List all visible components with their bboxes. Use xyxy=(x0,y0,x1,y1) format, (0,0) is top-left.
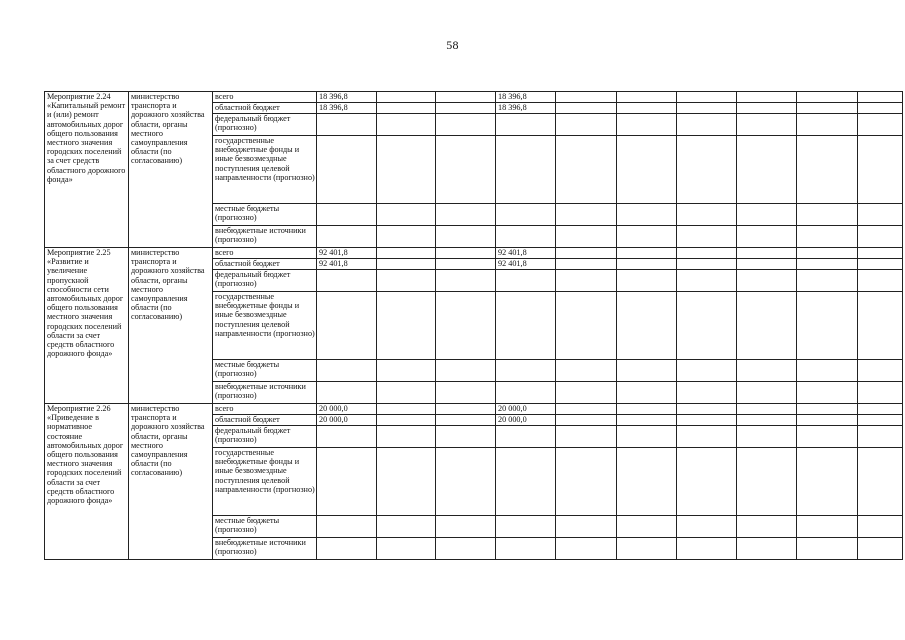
empty-cell xyxy=(617,136,677,204)
empty-cell xyxy=(436,226,496,248)
empty-cell xyxy=(858,226,903,248)
total-amount: 18 396,8 xyxy=(317,92,377,103)
empty-cell xyxy=(677,226,737,248)
empty-cell xyxy=(677,426,737,448)
empty-cell xyxy=(677,404,737,415)
total-amount xyxy=(317,448,377,516)
empty-cell xyxy=(677,360,737,382)
empty-cell xyxy=(556,516,617,538)
empty-cell xyxy=(858,292,903,360)
empty-cell xyxy=(797,404,858,415)
total-amount: 92 401,8 xyxy=(317,259,377,270)
empty-cell xyxy=(436,538,496,560)
empty-cell xyxy=(436,103,496,114)
funding-source: внебюджетные источники (прогнозно) xyxy=(213,538,317,560)
empty-cell xyxy=(377,92,436,103)
empty-cell xyxy=(556,259,617,270)
empty-cell xyxy=(436,248,496,259)
empty-cell xyxy=(377,226,436,248)
measure-name: Мероприятие 2.24 «Капитальный ремонт и (или) ремонт автомобильных дорог общего пользования местного значения городских поселений за счет средств областного дорожного фонда» xyxy=(45,92,129,248)
funding-source: местные бюджеты (прогнозно) xyxy=(213,360,317,382)
empty-cell xyxy=(436,360,496,382)
empty-cell xyxy=(737,248,797,259)
funding-source: федеральный бюджет (прогнозно) xyxy=(213,114,317,136)
measure-executor: министерство транспорта и дорожного хозяйства области, органы местного самоуправления области (по согласованию) xyxy=(129,404,213,560)
empty-cell xyxy=(797,114,858,136)
empty-cell xyxy=(797,248,858,259)
empty-cell xyxy=(677,448,737,516)
year-amount xyxy=(496,204,556,226)
total-amount xyxy=(317,292,377,360)
year-amount: 18 396,8 xyxy=(496,103,556,114)
empty-cell xyxy=(556,226,617,248)
empty-cell xyxy=(377,136,436,204)
empty-cell xyxy=(617,415,677,426)
year-amount xyxy=(496,426,556,448)
total-amount: 92 401,8 xyxy=(317,248,377,259)
empty-cell xyxy=(556,448,617,516)
empty-cell xyxy=(436,448,496,516)
empty-cell xyxy=(617,360,677,382)
empty-cell xyxy=(556,92,617,103)
empty-cell xyxy=(617,426,677,448)
empty-cell xyxy=(436,136,496,204)
empty-cell xyxy=(858,270,903,292)
year-amount xyxy=(496,538,556,560)
funding-source: государственные внебюджетные фонды и иные безвозмездные поступления целевой направленности (прогнозно) xyxy=(213,292,317,360)
empty-cell xyxy=(377,516,436,538)
empty-cell xyxy=(737,114,797,136)
empty-cell xyxy=(556,270,617,292)
empty-cell xyxy=(377,360,436,382)
empty-cell xyxy=(377,426,436,448)
year-amount xyxy=(496,270,556,292)
empty-cell xyxy=(436,259,496,270)
empty-cell xyxy=(377,204,436,226)
empty-cell xyxy=(737,136,797,204)
funding-source: государственные внебюджетные фонды и иные безвозмездные поступления целевой направленности (прогнозно) xyxy=(213,136,317,204)
empty-cell xyxy=(617,292,677,360)
total-amount xyxy=(317,538,377,560)
empty-cell xyxy=(617,448,677,516)
empty-cell xyxy=(677,92,737,103)
empty-cell xyxy=(436,292,496,360)
empty-cell xyxy=(377,404,436,415)
funding-source: всего xyxy=(213,404,317,415)
funding-source: местные бюджеты (прогнозно) xyxy=(213,516,317,538)
empty-cell xyxy=(436,426,496,448)
empty-cell xyxy=(797,360,858,382)
empty-cell xyxy=(797,136,858,204)
empty-cell xyxy=(377,448,436,516)
empty-cell xyxy=(377,114,436,136)
empty-cell xyxy=(377,270,436,292)
empty-cell xyxy=(737,360,797,382)
funding-source: всего xyxy=(213,248,317,259)
funding-source: внебюджетные источники (прогнозно) xyxy=(213,382,317,404)
empty-cell xyxy=(556,248,617,259)
empty-cell xyxy=(797,426,858,448)
empty-cell xyxy=(858,538,903,560)
empty-cell xyxy=(737,426,797,448)
empty-cell xyxy=(377,415,436,426)
empty-cell xyxy=(617,114,677,136)
empty-cell xyxy=(556,538,617,560)
year-amount: 92 401,8 xyxy=(496,248,556,259)
empty-cell xyxy=(677,204,737,226)
empty-cell xyxy=(617,382,677,404)
total-amount xyxy=(317,226,377,248)
funding-source: федеральный бюджет (прогнозно) xyxy=(213,426,317,448)
total-amount: 20 000,0 xyxy=(317,404,377,415)
table-row xyxy=(45,404,903,415)
year-amount xyxy=(496,136,556,204)
empty-cell xyxy=(556,415,617,426)
empty-cell xyxy=(617,248,677,259)
empty-cell xyxy=(377,538,436,560)
empty-cell xyxy=(677,136,737,204)
budget-table xyxy=(44,91,903,560)
empty-cell xyxy=(737,448,797,516)
empty-cell xyxy=(677,382,737,404)
empty-cell xyxy=(797,259,858,270)
empty-cell xyxy=(436,270,496,292)
empty-cell xyxy=(737,103,797,114)
year-amount xyxy=(496,360,556,382)
empty-cell xyxy=(797,415,858,426)
empty-cell xyxy=(617,92,677,103)
empty-cell xyxy=(797,292,858,360)
empty-cell xyxy=(677,516,737,538)
empty-cell xyxy=(797,103,858,114)
year-amount: 20 000,0 xyxy=(496,404,556,415)
total-amount xyxy=(317,360,377,382)
empty-cell xyxy=(858,404,903,415)
empty-cell xyxy=(377,382,436,404)
empty-cell xyxy=(858,448,903,516)
empty-cell xyxy=(797,92,858,103)
empty-cell xyxy=(617,538,677,560)
empty-cell xyxy=(436,516,496,538)
funding-source: всего xyxy=(213,92,317,103)
empty-cell xyxy=(556,292,617,360)
empty-cell xyxy=(737,226,797,248)
empty-cell xyxy=(858,415,903,426)
empty-cell xyxy=(556,426,617,448)
empty-cell xyxy=(737,92,797,103)
empty-cell xyxy=(737,204,797,226)
empty-cell xyxy=(677,270,737,292)
funding-source: областной бюджет xyxy=(213,103,317,114)
table-row xyxy=(45,92,903,103)
total-amount xyxy=(317,426,377,448)
empty-cell xyxy=(617,270,677,292)
empty-cell xyxy=(377,292,436,360)
funding-source: областной бюджет xyxy=(213,259,317,270)
empty-cell xyxy=(617,516,677,538)
year-amount xyxy=(496,226,556,248)
funding-source: государственные внебюджетные фонды и иные безвозмездные поступления целевой направленности (прогнозно) xyxy=(213,448,317,516)
empty-cell xyxy=(858,114,903,136)
empty-cell xyxy=(677,292,737,360)
empty-cell xyxy=(677,538,737,560)
empty-cell xyxy=(858,360,903,382)
empty-cell xyxy=(737,382,797,404)
empty-cell xyxy=(617,404,677,415)
year-amount: 20 000,0 xyxy=(496,415,556,426)
empty-cell xyxy=(556,114,617,136)
empty-cell xyxy=(377,259,436,270)
empty-cell xyxy=(677,248,737,259)
total-amount xyxy=(317,516,377,538)
page-number: 58 xyxy=(446,38,459,52)
empty-cell xyxy=(858,136,903,204)
empty-cell xyxy=(737,415,797,426)
empty-cell xyxy=(858,248,903,259)
total-amount xyxy=(317,114,377,136)
empty-cell xyxy=(436,92,496,103)
empty-cell xyxy=(737,270,797,292)
total-amount xyxy=(317,382,377,404)
empty-cell xyxy=(377,248,436,259)
year-amount xyxy=(496,292,556,360)
empty-cell xyxy=(556,382,617,404)
empty-cell xyxy=(617,103,677,114)
measure-executor: министерство транспорта и дорожного хозяйства области, органы местного самоуправления области (по согласованию) xyxy=(129,248,213,404)
empty-cell xyxy=(858,382,903,404)
total-amount xyxy=(317,136,377,204)
empty-cell xyxy=(797,226,858,248)
year-amount: 18 396,8 xyxy=(496,92,556,103)
measure-name: Мероприятие 2.26 «Приведение в нормативное состояние автомобильных дорог общего пользования местного значения городских поселений области за счет средств областного дорожного фонда» xyxy=(45,404,129,560)
empty-cell xyxy=(617,226,677,248)
empty-cell xyxy=(617,204,677,226)
funding-source: областной бюджет xyxy=(213,415,317,426)
empty-cell xyxy=(677,415,737,426)
empty-cell xyxy=(858,92,903,103)
empty-cell xyxy=(556,204,617,226)
empty-cell xyxy=(436,415,496,426)
empty-cell xyxy=(858,259,903,270)
empty-cell xyxy=(797,270,858,292)
funding-source: федеральный бюджет (прогнозно) xyxy=(213,270,317,292)
year-amount: 92 401,8 xyxy=(496,259,556,270)
empty-cell xyxy=(737,292,797,360)
empty-cell xyxy=(858,426,903,448)
year-amount xyxy=(496,448,556,516)
empty-cell xyxy=(436,382,496,404)
empty-cell xyxy=(797,538,858,560)
total-amount xyxy=(317,204,377,226)
empty-cell xyxy=(436,404,496,415)
funding-source: внебюджетные источники (прогнозно) xyxy=(213,226,317,248)
year-amount xyxy=(496,516,556,538)
measure-name: Мероприятие 2.25 «Развитие и увеличение пропускной способности сети автомобильных дорог общего пользования местного значения городских поселений области за счет средств областного дорожного фонда» xyxy=(45,248,129,404)
empty-cell xyxy=(556,404,617,415)
empty-cell xyxy=(737,516,797,538)
empty-cell xyxy=(858,516,903,538)
empty-cell xyxy=(556,103,617,114)
empty-cell xyxy=(436,204,496,226)
empty-cell xyxy=(677,103,737,114)
empty-cell xyxy=(737,538,797,560)
total-amount: 20 000,0 xyxy=(317,415,377,426)
empty-cell xyxy=(797,448,858,516)
empty-cell xyxy=(377,103,436,114)
year-amount xyxy=(496,114,556,136)
empty-cell xyxy=(436,114,496,136)
measure-executor: министерство транспорта и дорожного хозяйства области, органы местного самоуправления области (по согласованию) xyxy=(129,92,213,248)
empty-cell xyxy=(858,103,903,114)
empty-cell xyxy=(556,360,617,382)
empty-cell xyxy=(737,404,797,415)
empty-cell xyxy=(617,259,677,270)
funding-source: местные бюджеты (прогнозно) xyxy=(213,204,317,226)
year-amount xyxy=(496,382,556,404)
empty-cell xyxy=(737,259,797,270)
empty-cell xyxy=(797,204,858,226)
empty-cell xyxy=(677,259,737,270)
empty-cell xyxy=(797,382,858,404)
empty-cell xyxy=(797,516,858,538)
table-row xyxy=(45,248,903,259)
total-amount xyxy=(317,270,377,292)
empty-cell xyxy=(677,114,737,136)
total-amount: 18 396,8 xyxy=(317,103,377,114)
empty-cell xyxy=(858,204,903,226)
empty-cell xyxy=(556,136,617,204)
